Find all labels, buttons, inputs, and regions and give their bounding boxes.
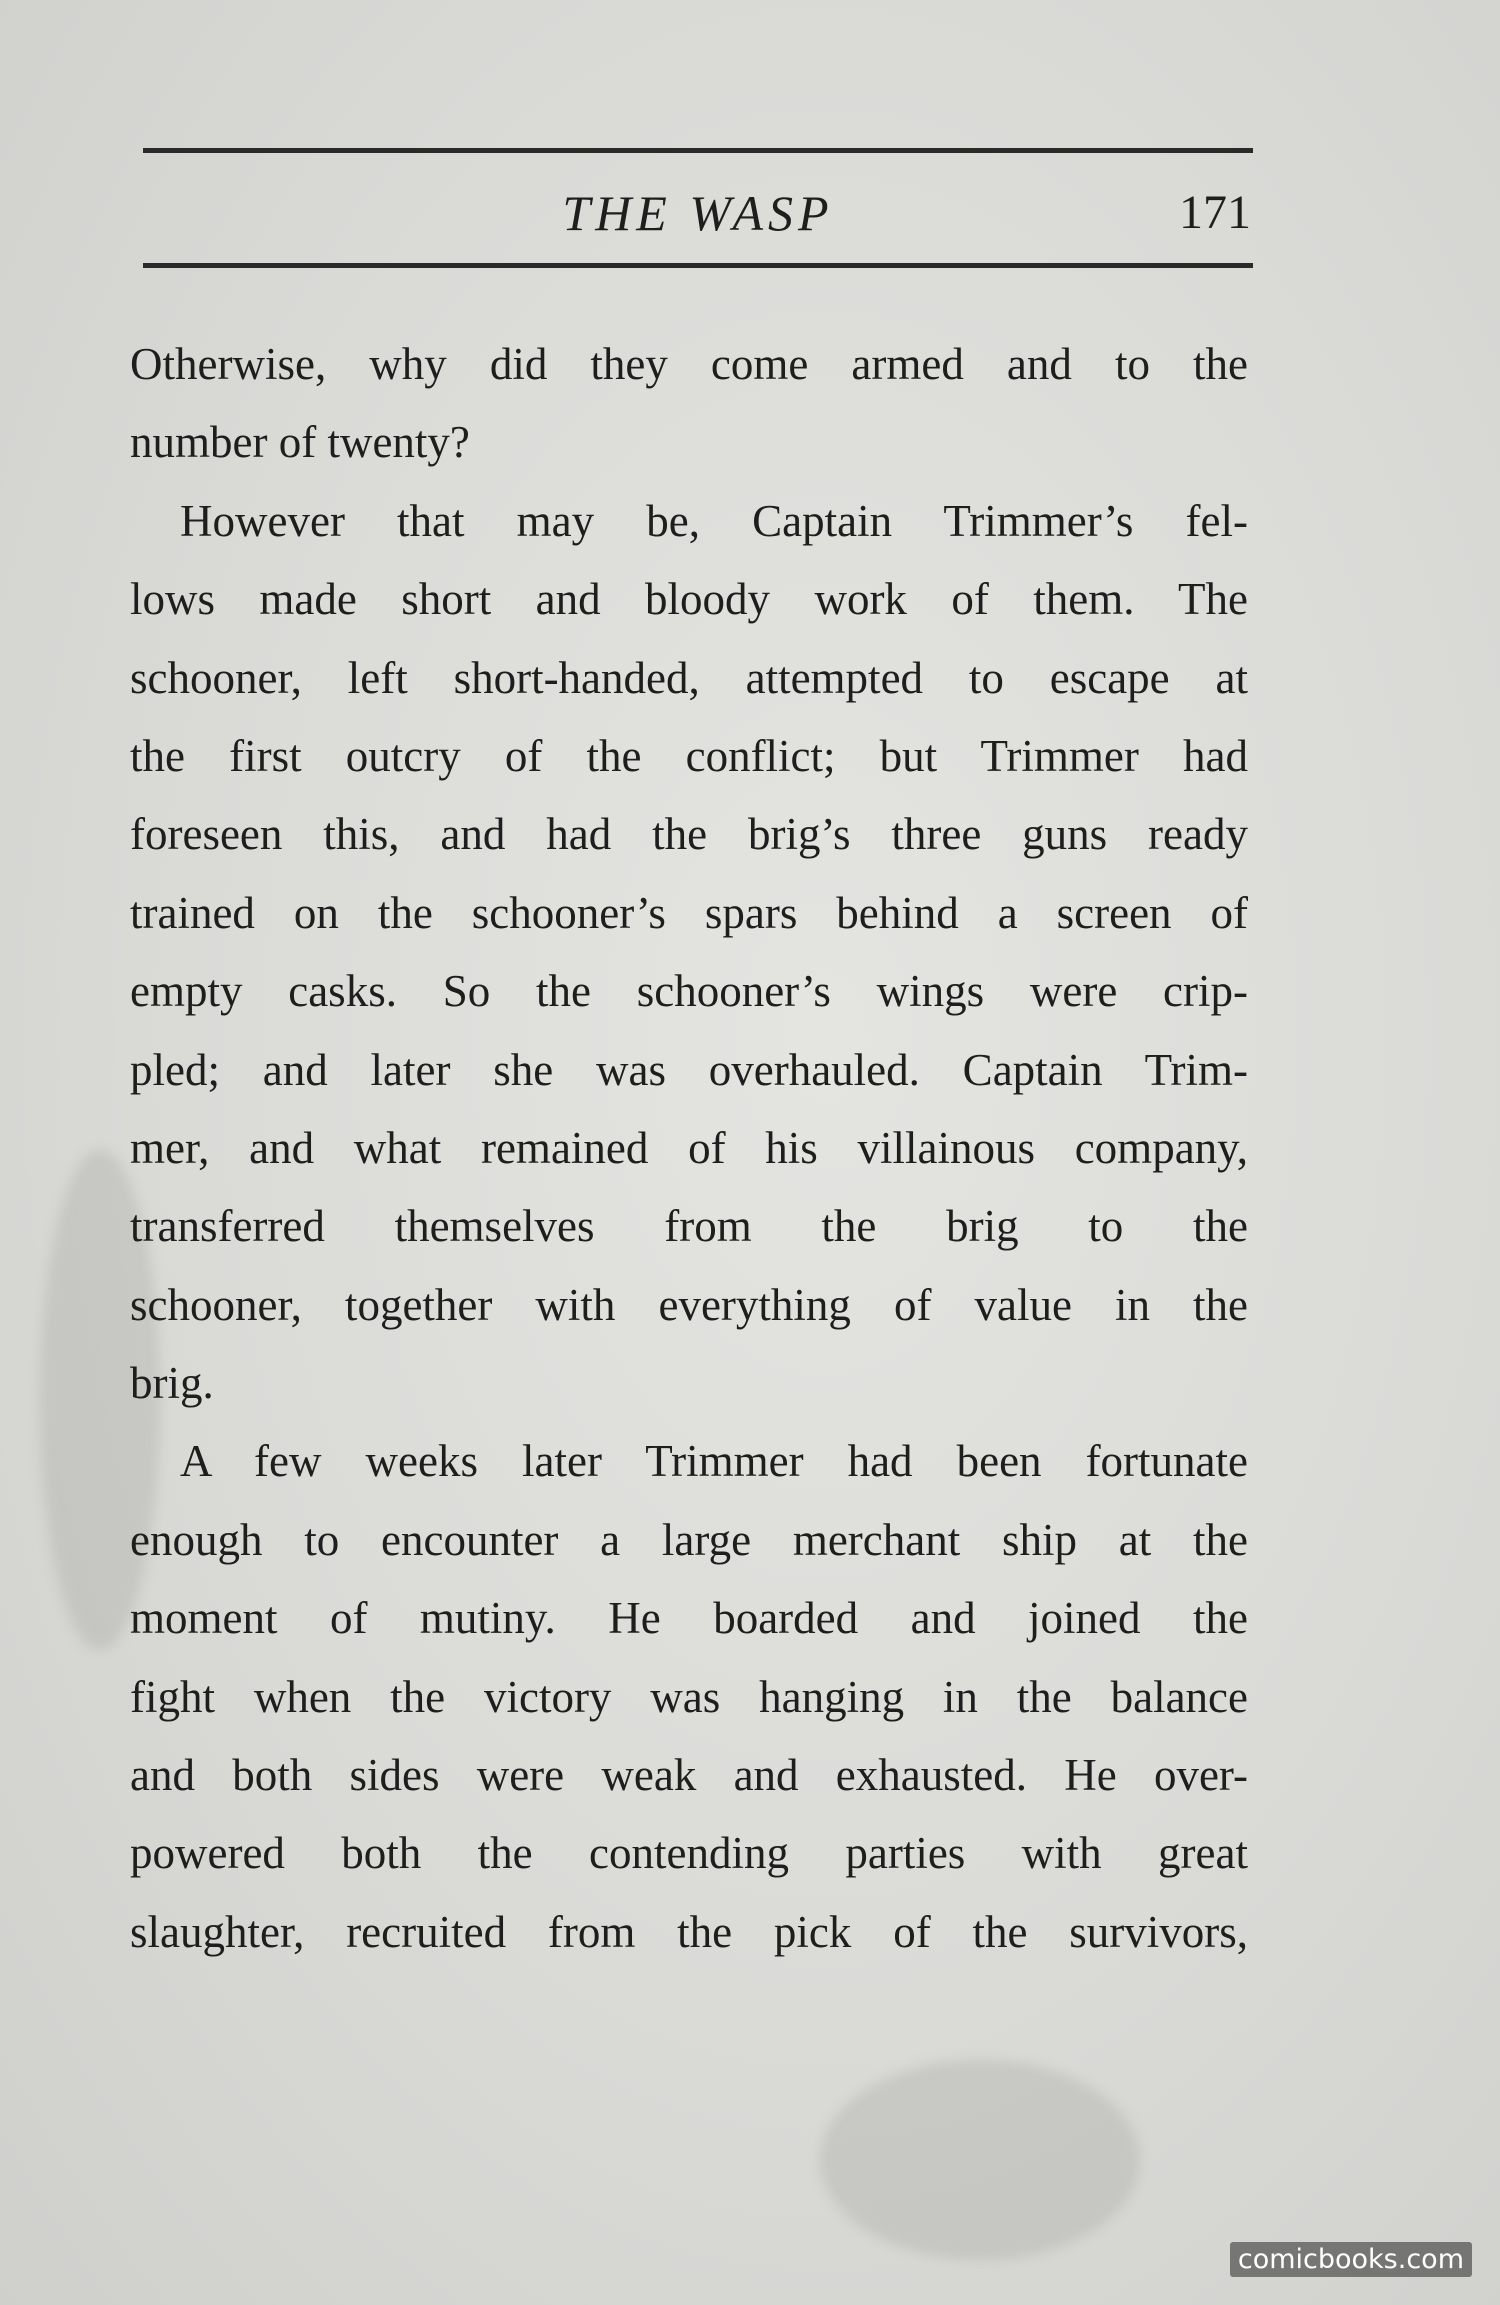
- page-number: 171: [1179, 186, 1251, 239]
- running-head: [143, 178, 1253, 248]
- text-line: mer, and what remained of his villainous company,: [130, 1122, 1248, 1173]
- header-rule-top: [143, 148, 1253, 153]
- page-smudge: [820, 2060, 1140, 2260]
- text-line: the first outcry of the conflict; but Trimmer had: [130, 730, 1248, 781]
- text-line: fight when the victory was hanging in the balance: [130, 1671, 1248, 1722]
- text-line: schooner, together with everything of value in the: [130, 1279, 1248, 1330]
- text-line: powered both the contending parties with great: [130, 1828, 1248, 1879]
- text-line: foreseen this, and had the brig’s three guns ready: [130, 809, 1248, 860]
- text-line: lows made short and bloody work of them. The: [130, 574, 1248, 625]
- text-line: Otherwise, why did they come armed and to the: [130, 339, 1248, 389]
- text-line: slaughter, recruited from the pick of the survivors,: [130, 1906, 1248, 1957]
- running-title: THE WASP: [562, 185, 834, 241]
- text-line: brig.: [130, 1358, 214, 1409]
- text-line: enough to encounter a large merchant ship at the: [130, 1514, 1248, 1565]
- header-rule-bottom: [143, 263, 1253, 268]
- text-line: schooner, left short-handed, attempted to escape at: [130, 652, 1248, 703]
- text-line: transferred themselves from the brig to the: [130, 1201, 1248, 1252]
- text-line: and both sides were weak and exhausted. He over-: [130, 1750, 1248, 1801]
- text-line: moment of mutiny. He boarded and joined the: [130, 1593, 1248, 1644]
- text-line: empty casks. So the schooner’s wings were crip-: [130, 966, 1248, 1017]
- text-line: However that may be, Captain Trimmer’s fel-: [180, 495, 1248, 546]
- text-line: trained on the schooner’s spars behind a screen of: [130, 887, 1248, 938]
- text-line: pled; and later she was overhauled. Captain Trim-: [130, 1044, 1248, 1095]
- text-line: A few weeks later Trimmer had been fortunate: [180, 1436, 1248, 1487]
- body-text: [130, 325, 1248, 1971]
- watermark: comicbooks.com: [1230, 2242, 1472, 2277]
- text-line: number of twenty?: [130, 417, 470, 468]
